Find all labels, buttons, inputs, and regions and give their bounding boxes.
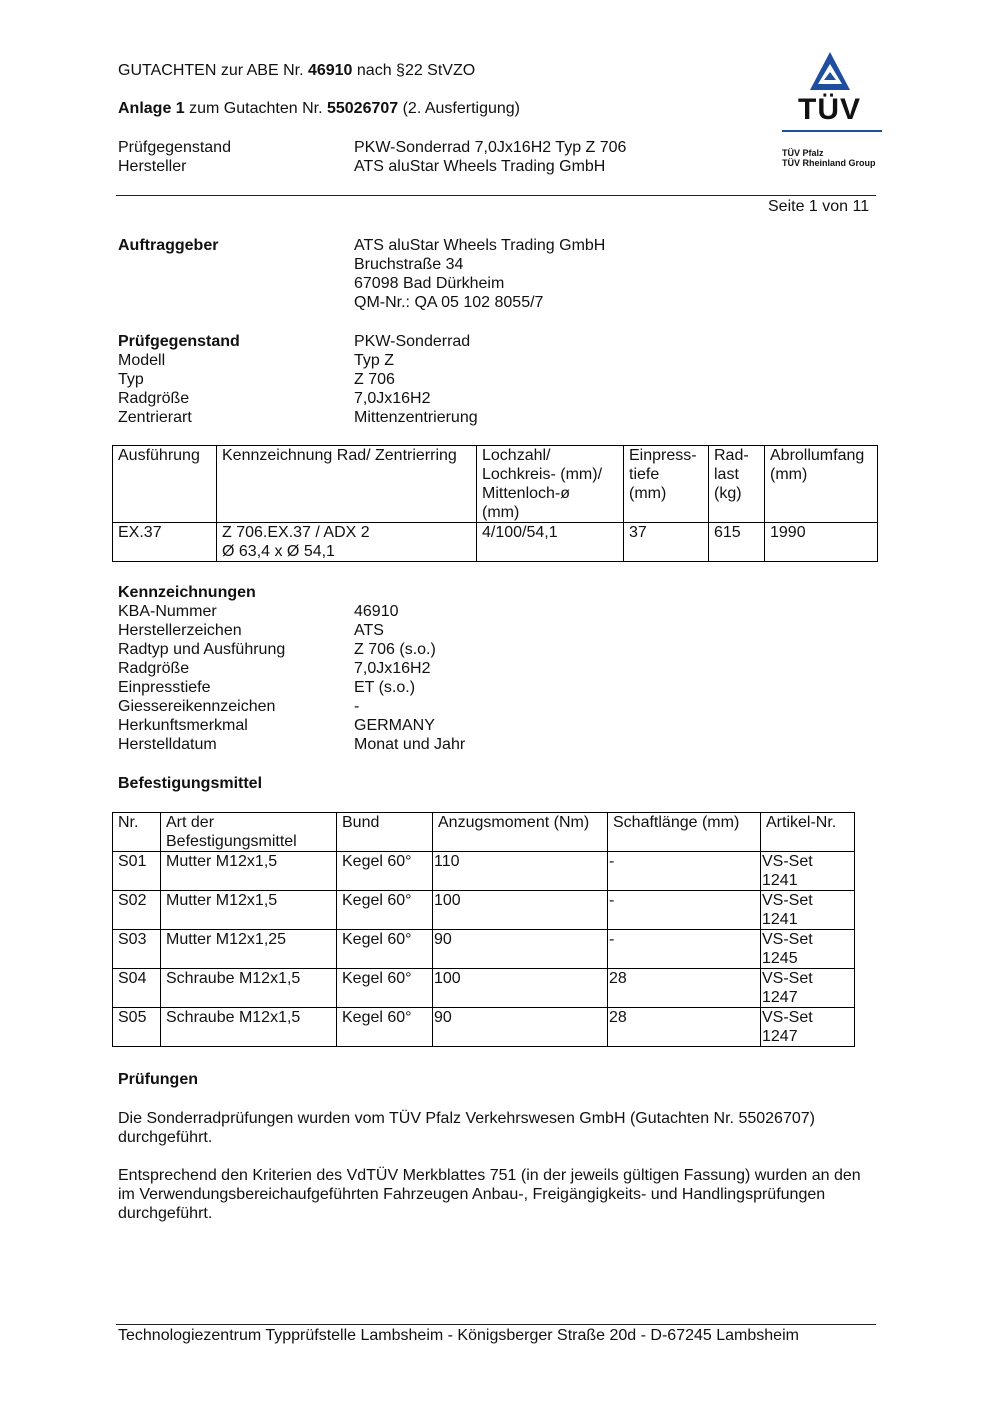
bef-th: Artikel-Nr.	[761, 813, 855, 852]
kz-key: Radgröße	[118, 660, 190, 677]
table-row	[113, 852, 855, 891]
header-line-1-post: nach §22 StVZO	[352, 62, 476, 79]
auftraggeber-line: QM-Nr.: QA 05 102 8055/7	[354, 294, 544, 311]
bef-td: Kegel 60°	[337, 969, 433, 1008]
pruefungen-paragraph-1: Die Sonderradprüfungen wurden vom TÜV Pfalz Verkehrswesen GmbH (Gutachten Nr. 55026707) durchgeführt.	[118, 1110, 815, 1146]
kz-key: Einpresstiefe	[118, 679, 211, 696]
header-line-2-post: (2. Ausfertigung)	[398, 100, 520, 117]
pruef-value: Mittenzentrierung	[354, 409, 478, 426]
kennzeichnungen-values	[354, 602, 465, 754]
bef-td: VS-Set 1247	[761, 969, 855, 1008]
pruefungen-paragraph-2: Entsprechend den Kriterien des VdTÜV Merkblattes 751 (in der jeweils gültigen Fassung) wurden an den im Verwendungsbereichaufgeführten Fahrzeugen Anbau-, Freigängigkeits- und Handlingsprüfungen durchgeführt.	[118, 1167, 861, 1222]
header-hersteller-value: ATS aluStar Wheels Trading GmbH	[354, 158, 606, 175]
bef-td: S05	[113, 1008, 161, 1047]
kz-key: KBA-Nummer	[118, 603, 217, 620]
wheel-table-header	[113, 446, 878, 523]
footer-text: Technologiezentrum Typprüfstelle Lambsheim - Königsberger Straße 20d - D-67245 Lambsheim	[118, 1327, 799, 1344]
header-pruefgegenstand-label: Prüfgegenstand	[118, 139, 231, 156]
pruefungen-title: Prüfungen	[118, 1071, 198, 1088]
kz-value: 7,0Jx16H2	[354, 660, 431, 677]
wheel-td: 1990	[765, 523, 878, 562]
kz-key: Herstelldatum	[118, 736, 217, 753]
kennzeichnungen-title: Kennzeichnungen	[118, 584, 256, 601]
bef-td: Kegel 60°	[337, 930, 433, 969]
table-row	[113, 930, 855, 969]
bef-td: S01	[113, 852, 161, 891]
bef-td: VS-Set 1247	[761, 1008, 855, 1047]
bef-th: Nr.	[113, 813, 161, 852]
header-hersteller-label: Hersteller	[118, 158, 187, 175]
wheel-th: Rad- last (kg)	[709, 446, 765, 523]
bef-th: Bund	[337, 813, 433, 852]
pruefgegenstand-labels	[118, 332, 240, 427]
table-row	[113, 969, 855, 1008]
bef-td: -	[608, 891, 761, 930]
tuev-logo-rule	[782, 130, 882, 132]
pruef-key: Modell	[118, 352, 166, 369]
pruef-value: Z 706	[354, 371, 395, 388]
bef-td: -	[608, 852, 761, 891]
pruef-value: Typ Z	[354, 352, 395, 369]
header-line-2	[118, 99, 520, 118]
header-divider	[116, 195, 876, 196]
table-row	[113, 523, 878, 562]
wheel-td: 4/100/54,1	[477, 523, 624, 562]
kz-value: Z 706 (s.o.)	[354, 641, 436, 658]
header-line-2-mid: zum Gutachten Nr.	[184, 100, 327, 117]
kz-key: Herstellerzeichen	[118, 622, 242, 639]
kz-key: Radtyp und Ausführung	[118, 641, 286, 658]
kz-value: GERMANY	[354, 717, 435, 734]
bef-td: 100	[433, 891, 608, 930]
kz-key: Herkunftsmerkmal	[118, 717, 248, 734]
wheel-th: Abrollumfang (mm)	[765, 446, 878, 523]
wheel-th: Kennzeichnung Rad/ Zentrierring	[217, 446, 477, 523]
bef-td: Mutter M12x1,5	[161, 891, 337, 930]
befestigung-table-header	[113, 813, 855, 852]
bef-td: 90	[433, 930, 608, 969]
table-row	[113, 891, 855, 930]
auftraggeber-address	[354, 236, 605, 312]
header-pruefgegenstand-value: PKW-Sonderrad 7,0Jx16H2 Typ Z 706	[354, 139, 627, 156]
kz-value: 46910	[354, 603, 399, 620]
pruef-key: Typ	[118, 371, 144, 388]
bef-td: Kegel 60°	[337, 1008, 433, 1047]
bef-td: VS-Set 1241	[761, 852, 855, 891]
bef-td: Kegel 60°	[337, 891, 433, 930]
page-number: Seite 1 von 11	[768, 198, 870, 215]
header-line-1	[118, 61, 475, 80]
pruefgegenstand-values	[354, 332, 478, 427]
kz-value: ATS	[354, 622, 384, 639]
wheel-th: Lochzahl/ Lochkreis- (mm)/ Mittenloch-ø (mm)	[477, 446, 624, 523]
kennzeichnungen-labels	[118, 583, 285, 754]
auftraggeber-label: Auftraggeber	[118, 237, 219, 254]
pruefgegenstand-value: PKW-Sonderrad	[354, 333, 471, 350]
kz-value: ET (s.o.)	[354, 679, 416, 696]
wheel-td: Z 706.EX.37 / ADX 2 Ø 63,4 x Ø 54,1	[217, 523, 477, 562]
bef-th: Art der Befestigungsmittel	[161, 813, 337, 852]
anlage-label: Anlage 1	[118, 100, 185, 117]
bef-td: S02	[113, 891, 161, 930]
pruefgegenstand-label: Prüfgegenstand	[118, 333, 240, 350]
bef-td: VS-Set 1241	[761, 891, 855, 930]
pruef-value: 7,0Jx16H2	[354, 390, 431, 407]
wheel-th: Ausführung	[113, 446, 217, 523]
pruef-key: Zentrierart	[118, 409, 192, 426]
kz-value: Monat und Jahr	[354, 736, 466, 753]
befestigung-title: Befestigungsmittel	[118, 775, 263, 792]
bef-td: S04	[113, 969, 161, 1008]
auftraggeber-line: 67098 Bad Dürkheim	[354, 275, 505, 292]
kz-key: Giessereikennzeichen	[118, 698, 276, 715]
befestigung-table	[112, 812, 855, 1047]
tuev-logo-text: TÜV	[798, 93, 861, 126]
header-line-1-pre: GUTACHTEN zur ABE Nr.	[118, 62, 308, 79]
bef-td: 90	[433, 1008, 608, 1047]
wheel-td: 615	[709, 523, 765, 562]
bef-td: Schraube M12x1,5	[161, 1008, 337, 1047]
tuev-logo-sub2: TÜV Rheinland Group	[782, 158, 876, 168]
bef-td: Schraube M12x1,5	[161, 969, 337, 1008]
wheel-th: Einpress- tiefe (mm)	[624, 446, 709, 523]
bef-td: -	[608, 930, 761, 969]
bef-td: Mutter M12x1,5	[161, 852, 337, 891]
tuev-logo-sub1: TÜV Pfalz	[782, 148, 824, 158]
abe-number: 46910	[307, 62, 353, 79]
pruef-key: Radgröße	[118, 390, 190, 407]
table-row	[113, 1008, 855, 1047]
bef-td: S03	[113, 930, 161, 969]
bef-th: Anzugsmoment (Nm)	[433, 813, 608, 852]
wheel-table	[112, 445, 878, 562]
bef-td: Kegel 60°	[337, 852, 433, 891]
bef-td: 100	[433, 969, 608, 1008]
auftraggeber-line: Bruchstraße 34	[354, 256, 464, 273]
bef-td: 28	[608, 1008, 761, 1047]
bef-td: Mutter M12x1,25	[161, 930, 337, 969]
bef-th: Schaftlänge (mm)	[608, 813, 761, 852]
gutachten-number: 55026707	[326, 100, 399, 117]
wheel-td: EX.37	[113, 523, 217, 562]
footer-divider	[116, 1324, 876, 1325]
bef-td: VS-Set 1245	[761, 930, 855, 969]
kz-value: -	[354, 698, 360, 715]
wheel-td: 37	[624, 523, 709, 562]
bef-td: 28	[608, 969, 761, 1008]
tuev-logo	[782, 50, 882, 168]
auftraggeber-line: ATS aluStar Wheels Trading GmbH	[354, 237, 606, 254]
bef-td: 110	[433, 852, 608, 891]
